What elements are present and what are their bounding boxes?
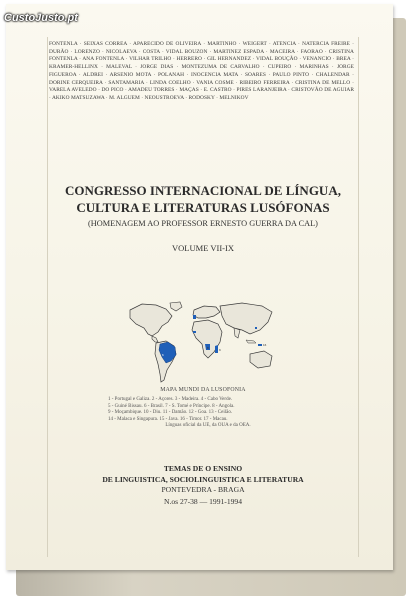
- map-number: 8: [207, 346, 209, 350]
- greenland-landmass: [170, 302, 182, 311]
- publication-place: PONTEVEDRA - BRAGA: [161, 485, 245, 494]
- legend-line: 14 - Malaca e Singapura. 15 - Java. 16 - Timor. 17 - Macau.: [108, 416, 228, 422]
- legend-line: Línguas oficial da UE, da OUA e da OEA.: [165, 423, 251, 429]
- watermark-logo: CustoJusto.pt: [4, 12, 78, 24]
- series-line-2: DE LINGUISTICA, SOCIOLINGUISTICA E LITERATURA: [102, 475, 304, 484]
- book-subtitle: (HOMENAGEM AO PROFESSOR ERNESTO GUERRA DA CAL): [88, 219, 318, 228]
- volume-label: VOLUME VII-IX: [172, 243, 234, 253]
- title-line-2: CULTURA E LITERATURAS LUSÓFONAS: [76, 200, 330, 215]
- mozambique-region: [215, 345, 218, 353]
- portugal-region: [193, 315, 196, 319]
- guinea-bissau-region: [193, 331, 196, 333]
- macau-marker: [255, 327, 257, 329]
- issue-number: N.os 27-38 — 1991-1994: [163, 497, 243, 506]
- legend-line: 1 - Portugal e Galiza. 2 - Açores. 3 - Madeira. 4 - Cabo Verde.: [108, 397, 233, 402]
- legend-line: 9 - Moçambique. 10 - Diu. 11 - Damão. 12 - Goa. 13 - Ceilão.: [108, 410, 233, 416]
- series-title: [48, 463, 358, 485]
- map-number: 6: [162, 353, 164, 357]
- asia-landmass: [220, 303, 272, 334]
- world-map: [122, 300, 277, 385]
- timor-region: [258, 344, 262, 346]
- north-america-landmass: [130, 304, 172, 336]
- map-legend: [108, 397, 308, 430]
- map-number: 16: [263, 343, 267, 347]
- europe-landmass: [193, 306, 220, 318]
- series-line-1: TEMAS DE O ENSINO: [163, 464, 243, 473]
- author-list: FONTENLA · SEIXAS CORREA · APARECIDO DE OLIVEIRA · MARTINHO · WEIGERT · ATENCIA · NATERCIA FREIRE · DURÃO · LORENZO · NICOLAEVA · COSTA · VIDAL BOUZON · MARTINEZ ESPADA · MACEIRA · FAORAO · CRISTINA FONTENLA · ANA FONTENLA · VILHAR TRILHO · HERRERO · GIL HERNANDEZ · VIDAL BOUÇÃO · VENANCIO · BREA · KRAMER-HELLINX · MALEVAL · JORGE DIAS · MONTEZUMA DE CARVALHO · CUPEIRO · MARINHAS · JORGE FIGUEROA · ALDREI · ARSENIO MOTA · POLANAH · INOCENCIA MATA · SOARES · PAULO PINTO · CHALENDAR · DORINE CERQUEIRA · SANTAMARIA · LINDA COELHO · VANIA COSME · RIBEIRO FERREIRA · CRISTINA DE MELLO · VARELA AVELEDO · DO PICO · AMADEU TORRES · MAÇAS · E. CASTRO · PIRES LARANJEIRA · CRISTOVÃO DE AGUIAR · AKIKO MATSUZAWA · M. ALGUEM · NEOUSTROEVA · RODOSKY · MELNIKOV: [49, 41, 354, 101]
- india-landmass: [234, 328, 240, 338]
- map-number: 9: [219, 348, 221, 352]
- title-line-1: CONGRESSO INTERNACIONAL DE LÍNGUA,: [65, 183, 341, 198]
- legend-line: 5 - Guiné Bissau. 6 - Brasil. 7 - S. Tomé e Príncipe. 8 - Angola.: [108, 403, 235, 409]
- map-caption: MAPA MUNDI DA LUSOFONIA: [160, 387, 246, 393]
- central-america-landmass: [152, 336, 158, 342]
- australia-landmass: [250, 351, 272, 368]
- indonesia-islands: [246, 340, 256, 343]
- book-title: [48, 182, 358, 216]
